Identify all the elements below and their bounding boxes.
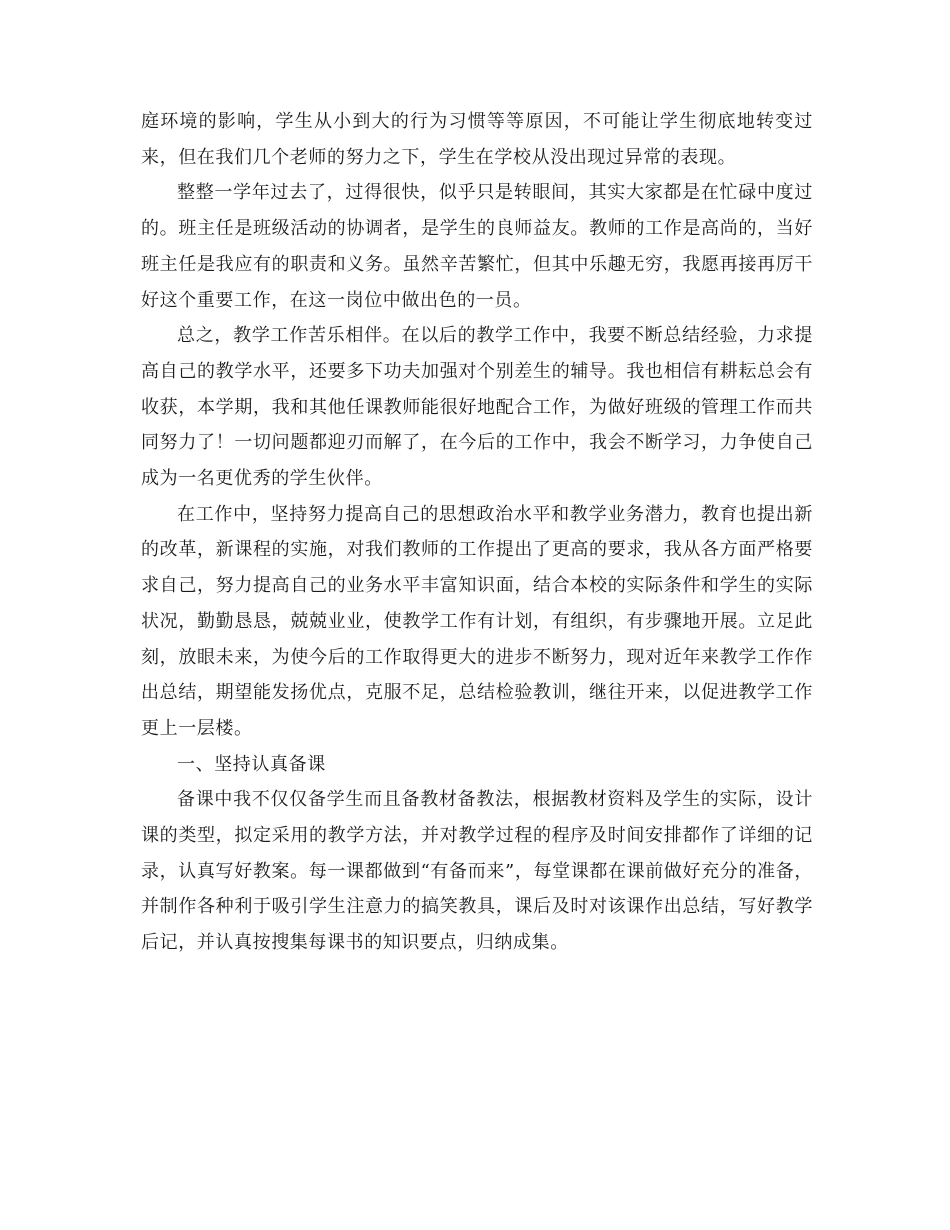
section-heading: 一、坚持认真备课: [177, 753, 326, 775]
document-page: [141, 104, 813, 961]
paragraph-2: 整整一学年过去了，过得很快，似乎只是转眼间，其实大家都是在忙碌中度过的。班主任是班级活动的协调者，是学生的良师益友。教师的工作是高尚的，当好班主任是我应有的职责和义务。虽然辛苦繁忙，但其中乐趣无穷，我愿再接再厉干好这个重要工作，在这一岗位中做出色的一员。: [141, 182, 813, 311]
paragraph-4: 在工作中，坚持努力提高自己的思想政治水平和教学业务潜力，教育也提出新的改革，新课程的实施，对我们教师的工作提出了更高的要求，我从各方面严格要求自己，努力提高自己的业务水平丰富知识面，结合本校的实际条件和学生的实际状况，勤勤恳恳，兢兢业业，使教学工作有计划，有组织，有步骤地开展。立足此刻，放眼未来，为使今后的工作取得更大的进步不断努力，现对近年来教学工作作出总结，期望能发扬优点，克服不足，总结检验教训，继往开来，以促进教学工作更上一层楼。: [141, 503, 813, 739]
section-paragraph: 备课中我不仅仅备学生而且备教材备教法，根据教材资料及学生的实际，设计课的类型，拟定采用的教学方法，并对教学过程的程序及时间安排都作了详细的记录，认真写好教案。每一课都做到“有备而来”，每堂课都在课前做好充分的准备，并制作各种利于吸引学生注意力的搞笑教具，课后及时对该课作出总结，写好教学后记，并认真按搜集每课书的知识要点，归纳成集。: [141, 789, 813, 954]
paragraph-3: 总之，教学工作苦乐相伴。在以后的教学工作中，我要不断总结经验，力求提高自己的教学水平，还要多下功夫加强对个别差生的辅导。我也相信有耕耘总会有收获，本学期，我和其他任课教师能很好地配合工作，为做好班级的管理工作而共同努力了！一切问题都迎刃而解了，在今后的工作中，我会不断学习，力争使自己成为一名更优秀的学生伙伴。: [141, 325, 813, 490]
paragraph-1: 庭环境的影响，学生从小到大的行为习惯等等原因，不可能让学生彻底地转变过来，但在我们几个老师的努力之下，学生在学校从没出现过异常的表现。: [141, 111, 813, 168]
